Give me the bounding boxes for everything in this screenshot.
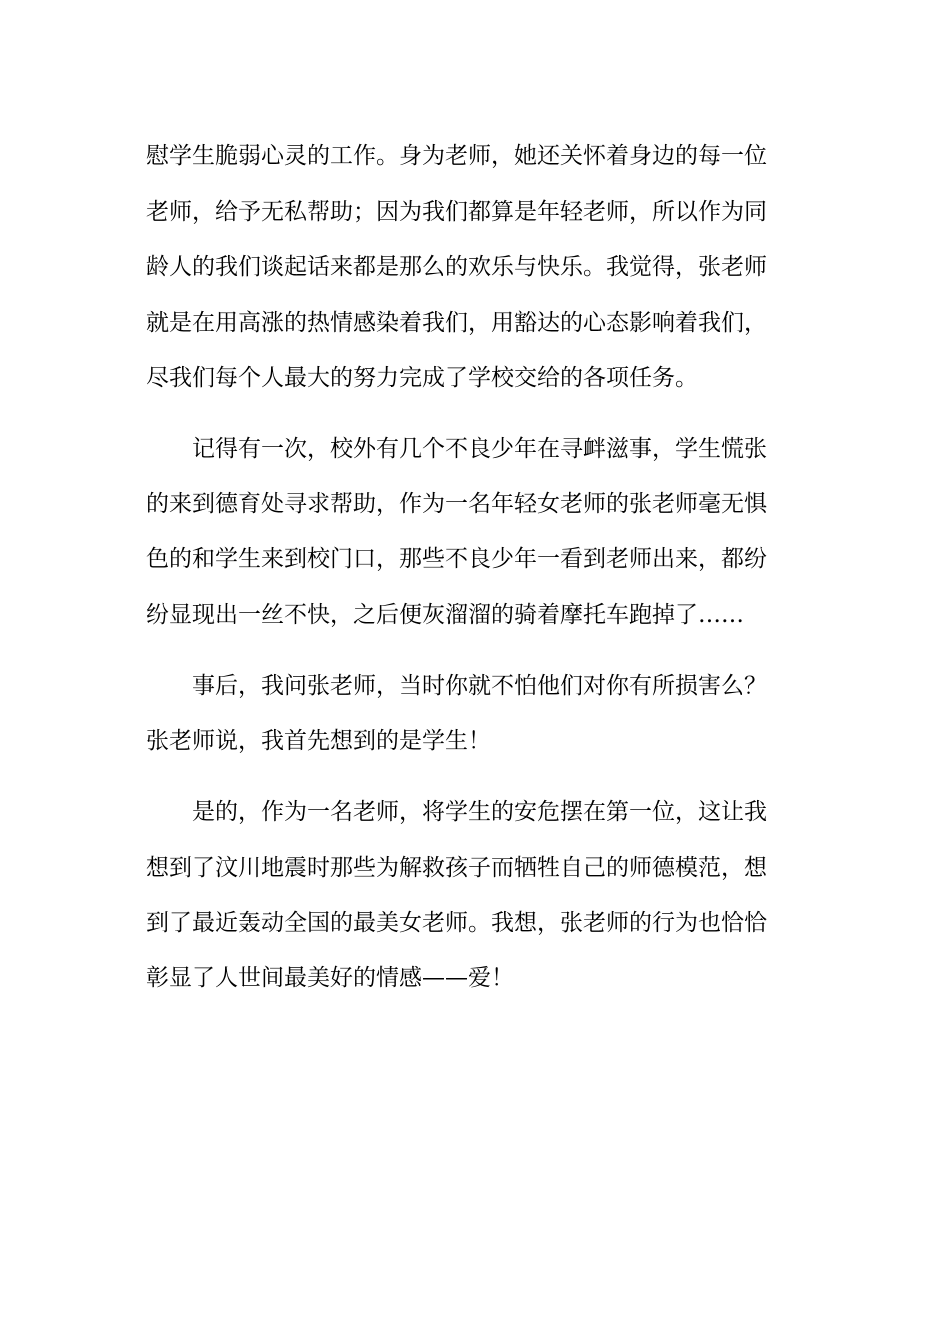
text-line: 纷显现出一丝不快，之后便灰溜溜的骑着摩托车跑掉了…… <box>146 602 744 628</box>
text-line: 事后，我问张老师，当时你就不怕他们对你有所损害么？ <box>192 673 767 699</box>
text-line: 的来到德育处寻求帮助，作为一名年轻女老师的张老师毫无惧 <box>146 491 767 517</box>
text-line: 慰学生脆弱心灵的工作。身为老师，她还关怀着身边的每一位 <box>146 143 767 169</box>
text-line: 到了最近轰动全国的最美女老师。我想，张老师的行为也恰恰 <box>146 910 767 936</box>
text-line: 记得有一次，校外有几个不良少年在寻衅滋事，学生慌张 <box>192 436 767 462</box>
text-line: 是的，作为一名老师，将学生的安危摆在第一位，这让我 <box>192 799 767 825</box>
text-line: 色的和学生来到校门口，那些不良少年一看到老师出来，都纷 <box>146 546 767 572</box>
text-line: 想到了汶川地震时那些为解救孩子而牺牲自己的师德模范，想 <box>146 855 767 881</box>
text-line: 就是在用高涨的热情感染着我们，用豁达的心态影响着我们， <box>146 310 767 336</box>
text-line: 龄人的我们谈起话来都是那么的欢乐与快乐。我觉得，张老师 <box>146 254 767 280</box>
text-line: 彰显了人世间最美好的情感——爱！ <box>146 965 514 991</box>
text-line: 老师，给予无私帮助；因为我们都算是年轻老师，所以作为同 <box>146 199 767 225</box>
text-line: 尽我们每个人最大的努力完成了学校交给的各项任务。 <box>146 365 698 391</box>
text-line: 张老师说，我首先想到的是学生！ <box>146 728 491 754</box>
